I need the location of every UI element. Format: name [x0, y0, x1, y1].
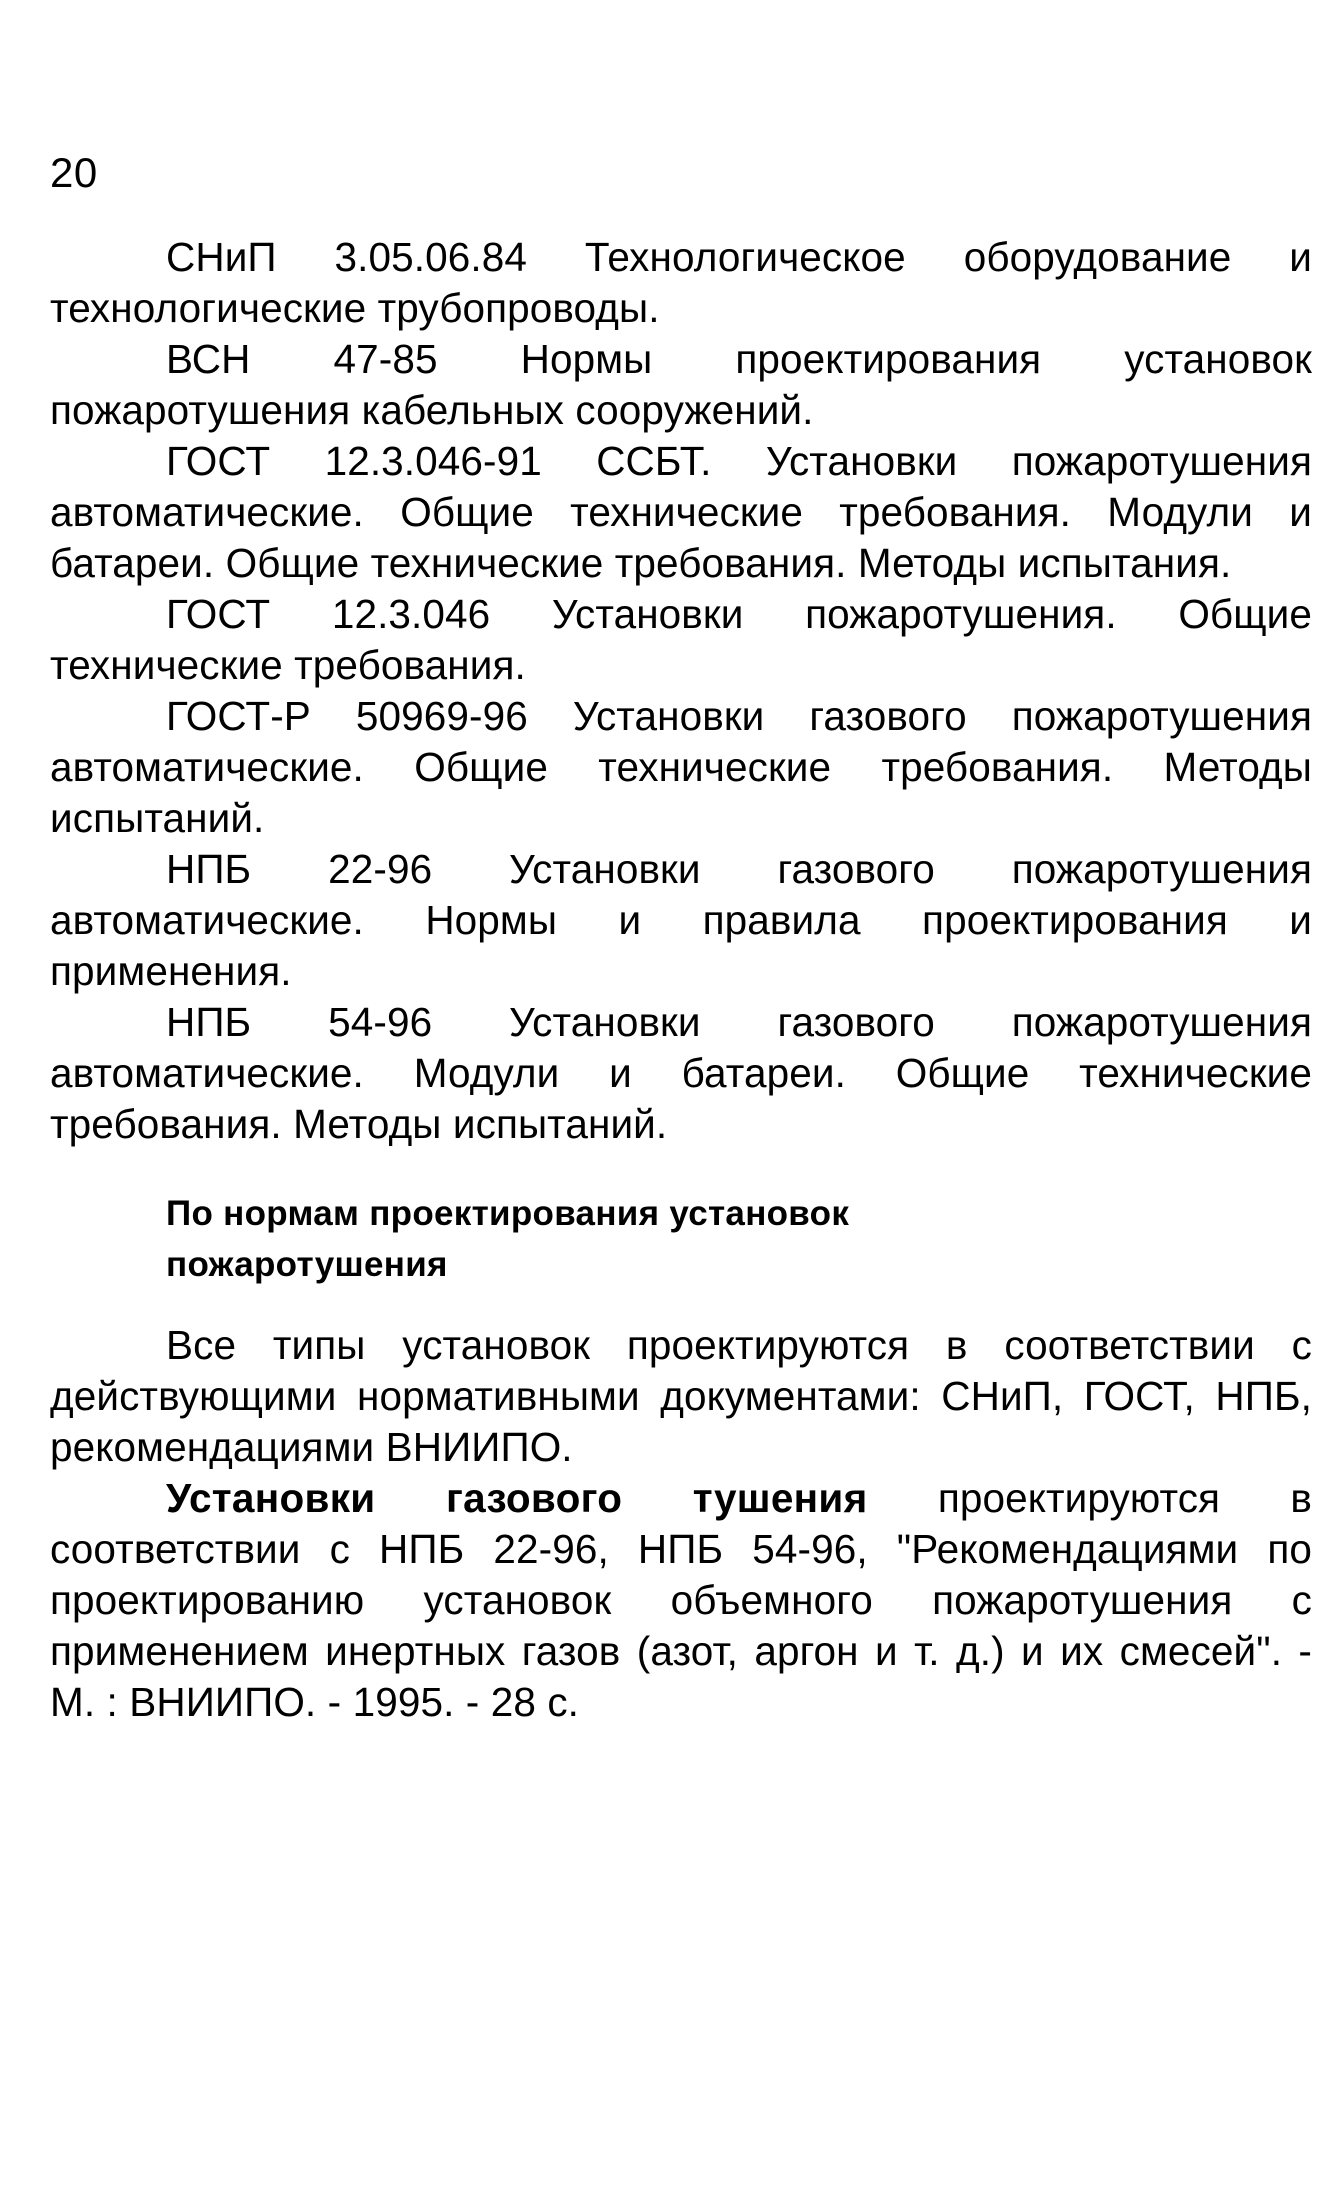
reference-npb-22-96: НПБ 22-96 Установки газового пожаротушения автоматические. Нормы и правила проектирования и применения.	[50, 846, 1312, 994]
reference-gost-12-3-046-91: ГОСТ 12.3.046-91 ССБТ. Установки пожаротушения автоматические. Общие технические требования. Модули и батареи. Общие технические требования. Методы испытания.	[50, 438, 1312, 586]
reference-snip-3-05-06-84: СНиП 3.05.06.84 Технологическое оборудование и технологические трубопроводы.	[50, 234, 1312, 331]
reference-npb-54-96: НПБ 54-96 Установки газового пожаротушения автоматические. Модули и батареи. Общие технические требования. Методы испытаний.	[50, 999, 1312, 1147]
section-heading-line1: По нормам проектирования установок	[166, 1194, 850, 1233]
reference-gost-12-3-046: ГОСТ 12.3.046 Установки пожаротушения. Общие технические требования.	[50, 591, 1312, 688]
section-heading	[50, 1188, 1312, 1290]
section-paragraph-general: Все типы установок проектируются в соответствии с действующими нормативными документами: СНиП, ГОСТ, НПБ, рекомендациями ВНИИПО.	[50, 1322, 1312, 1470]
reference-gost-r-50969-96: ГОСТ-Р 50969-96 Установки газового пожаротушения автоматические. Общие технические требования. Методы испытаний.	[50, 693, 1312, 841]
reference-vsn-47-85: ВСН 47-85 Нормы проектирования установок пожаротушения кабельных сооружений.	[50, 336, 1312, 433]
section-paragraph-gas	[50, 1473, 1312, 1728]
paragraph-body-text: проектируются в соответствии с НПБ 22-96, НПБ 54-96, "Рекомендациями по проектированию установок объемного пожаротушения с применением инертных газов (азот, аргон и т. д.) и их смесей". - М. : ВНИИПО. - 1995. - 28 с.	[50, 1475, 1312, 1725]
section-heading-line2: пожаротушения	[166, 1245, 448, 1284]
page-number: 20	[50, 149, 98, 196]
paragraph-lead-bold: Установки газового тушения	[166, 1475, 868, 1521]
page-content	[50, 232, 1312, 1728]
